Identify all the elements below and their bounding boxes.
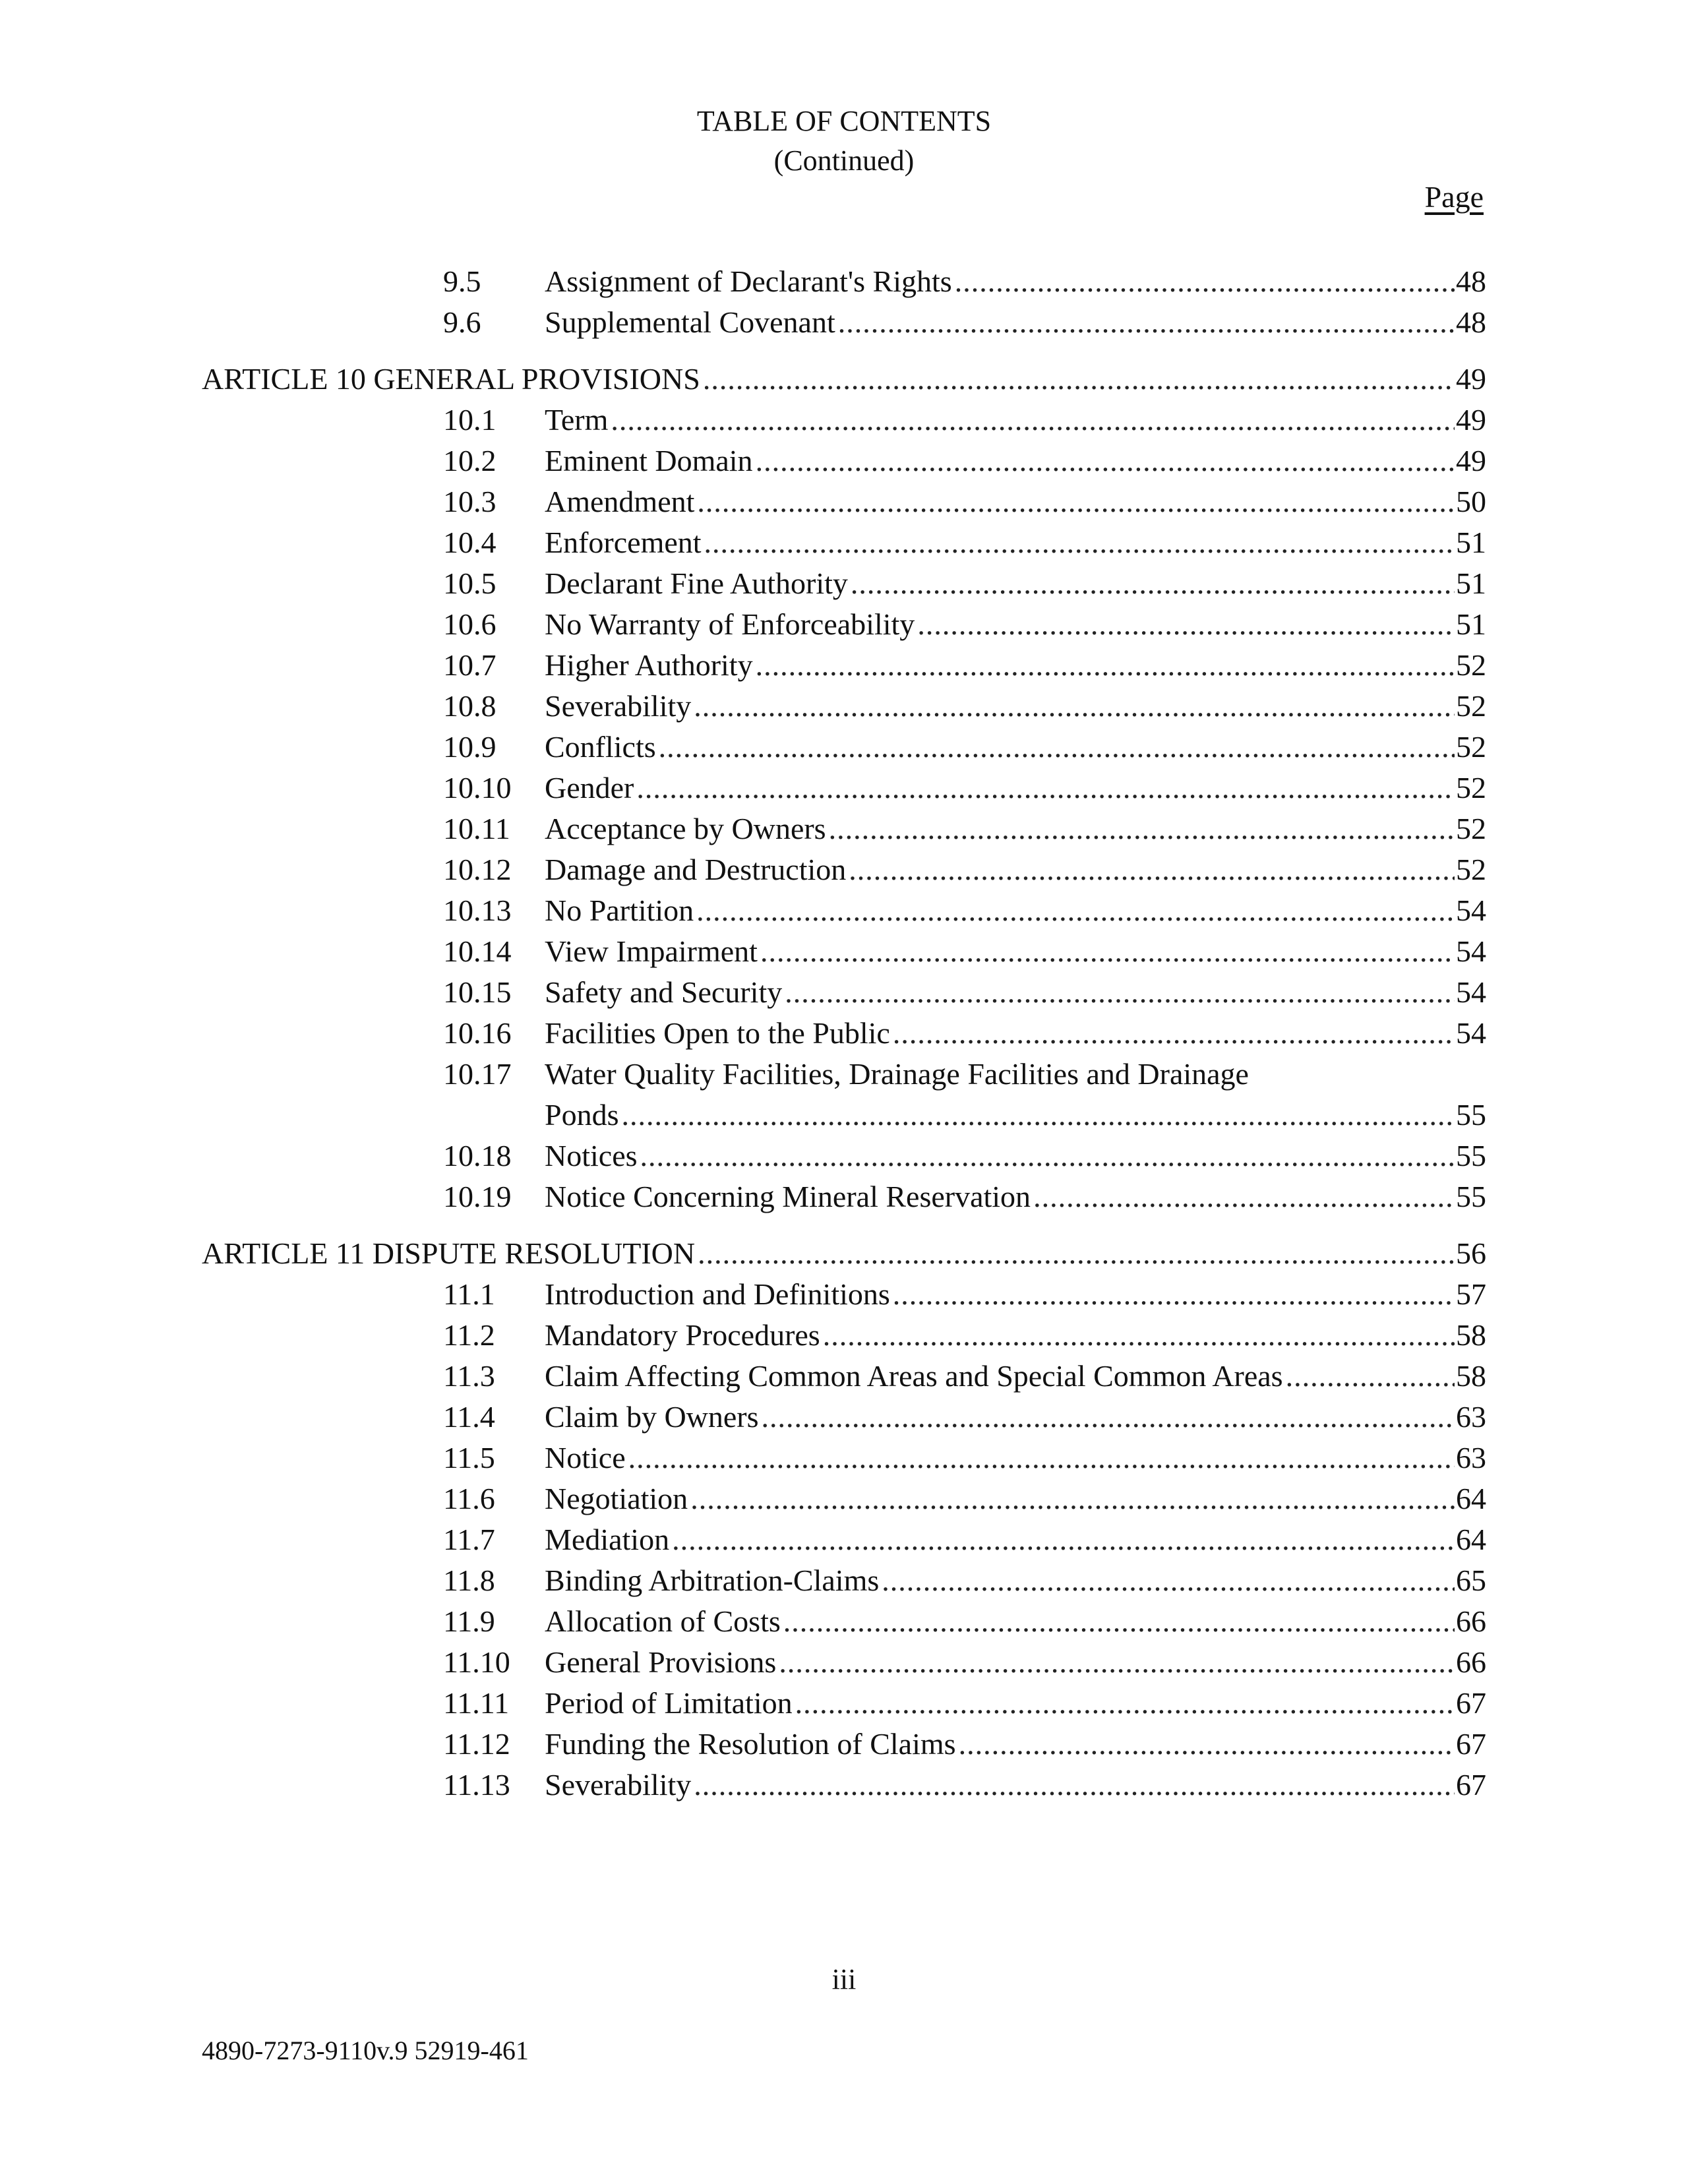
toc-article-title: ARTICLE 10 GENERAL PROVISIONS <box>202 362 700 396</box>
dot-leader <box>694 686 1455 727</box>
toc-entry-title: Safety and Security <box>545 975 783 1009</box>
toc-entry-number: 11.13 <box>443 1768 510 1802</box>
toc-entry-page: 48 <box>1456 305 1486 339</box>
toc-title: TABLE OF CONTENTS <box>696 105 992 137</box>
toc-entry-page: 54 <box>1456 975 1486 1009</box>
toc-entry-number: 10.19 <box>443 1180 512 1213</box>
toc-entry-title: Introduction and Definitions <box>545 1277 890 1311</box>
toc-entry-number: 11.6 <box>443 1482 495 1515</box>
toc-entry-continuation[interactable] <box>545 1095 1486 1136</box>
toc-entry-number: 9.6 <box>443 305 481 339</box>
toc-entry-number: 10.10 <box>443 771 512 804</box>
dot-leader <box>697 481 1455 522</box>
toc-entry[interactable] <box>443 890 1486 931</box>
dot-leader <box>703 359 1455 400</box>
dot-leader <box>851 563 1455 604</box>
toc-entry-number: 10.4 <box>443 526 497 559</box>
toc-entry[interactable] <box>443 1054 1486 1095</box>
toc-entry-page: 52 <box>1456 771 1486 804</box>
toc-entry-page: 51 <box>1456 526 1486 559</box>
toc-entry-page: 55 <box>1456 1098 1486 1132</box>
toc-entry-title: Funding the Resolution of Claims <box>545 1727 956 1761</box>
toc-entry[interactable] <box>443 1601 1486 1642</box>
toc-entry-title: Negotiation <box>545 1482 688 1515</box>
toc-entry-title: Higher Authority <box>545 648 753 682</box>
toc-entry-page: 66 <box>1456 1604 1486 1638</box>
toc-entry-title: Supplemental Covenant <box>545 305 835 339</box>
toc-entry-number: 10.8 <box>443 689 497 723</box>
toc-entry[interactable] <box>443 604 1486 645</box>
toc-entry-number: 10.3 <box>443 485 497 518</box>
toc-entry[interactable] <box>443 1176 1486 1217</box>
toc-entry-number: 10.7 <box>443 648 497 682</box>
toc-entry[interactable] <box>443 1274 1486 1315</box>
toc-entry-number: 11.9 <box>443 1604 495 1638</box>
toc-entry-title: Severability <box>545 1768 692 1802</box>
toc-entry-title: Assignment of Declarant's Rights <box>545 264 952 298</box>
toc-entry[interactable] <box>443 481 1486 522</box>
toc-entry-title: General Provisions <box>545 1645 777 1679</box>
dot-leader <box>659 727 1455 768</box>
toc-entry-page: 54 <box>1456 1016 1486 1050</box>
dot-leader <box>829 808 1455 849</box>
toc-entry-page: 49 <box>1456 403 1486 437</box>
toc-entry-page: 67 <box>1456 1686 1486 1720</box>
toc-entry-title: Mediation <box>545 1523 670 1556</box>
toc-entry-page: 51 <box>1456 566 1486 600</box>
dot-leader <box>1033 1176 1455 1217</box>
toc-entry[interactable] <box>443 645 1486 686</box>
toc-entry-title: Notices <box>545 1139 638 1172</box>
toc-entry-number: 10.15 <box>443 975 512 1009</box>
dot-leader <box>611 400 1455 440</box>
toc-entry[interactable] <box>443 808 1486 849</box>
toc-entry[interactable] <box>443 440 1486 481</box>
toc-entry-title: Mandatory Procedures <box>545 1318 820 1352</box>
toc-entry-page: 63 <box>1456 1400 1486 1434</box>
toc-entry-number: 11.1 <box>443 1277 495 1311</box>
toc-entry-title: Allocation of Costs <box>545 1604 781 1638</box>
toc-entry[interactable] <box>443 972 1486 1013</box>
toc-entry-page: 54 <box>1456 894 1486 927</box>
toc-entry-page: 64 <box>1456 1482 1486 1515</box>
toc-entry[interactable] <box>443 1356 1486 1397</box>
toc-entry-number: 9.5 <box>443 264 481 298</box>
dot-leader <box>882 1560 1455 1601</box>
toc-subtitle: (Continued) <box>773 144 915 177</box>
toc-entry[interactable] <box>443 522 1486 563</box>
toc-entry-number: 10.6 <box>443 607 497 641</box>
toc-entry-page: 52 <box>1456 648 1486 682</box>
toc-entry-number: 10.2 <box>443 444 497 477</box>
toc-entry-page: 67 <box>1456 1727 1486 1761</box>
toc-entry-page: 50 <box>1456 485 1486 518</box>
toc-entry-page: 49 <box>1456 444 1486 477</box>
toc-entry[interactable] <box>443 768 1486 808</box>
toc-entry-title: View Impairment <box>545 934 758 968</box>
toc-entry[interactable] <box>443 1724 1486 1765</box>
dot-leader <box>783 1601 1455 1642</box>
toc-entry-page: 54 <box>1456 934 1486 968</box>
toc-entry-number: 11.12 <box>443 1727 510 1761</box>
toc-entry-title: Water Quality Facilities, Drainage Facilities and Drainage <box>545 1057 1249 1091</box>
toc-entry-page: 52 <box>1456 812 1486 845</box>
toc-entry-page: 52 <box>1456 689 1486 723</box>
toc-entry-title: Notice Concerning Mineral Reservation <box>545 1180 1031 1213</box>
toc-entry[interactable] <box>443 1683 1486 1724</box>
document-id: 4890-7273-9110v.9 52919-461 <box>202 2036 529 2065</box>
dot-leader <box>640 1136 1455 1176</box>
dot-leader <box>893 1013 1455 1054</box>
dot-leader <box>621 1095 1455 1136</box>
toc-entry[interactable] <box>443 400 1486 440</box>
toc-entry-title: Damage and Destruction <box>545 853 847 886</box>
toc-entry-page: 58 <box>1456 1359 1486 1393</box>
toc-entry[interactable] <box>443 563 1486 604</box>
dot-leader <box>795 1683 1455 1724</box>
toc-entry-page: 63 <box>1456 1441 1486 1474</box>
toc-entry[interactable] <box>443 727 1486 768</box>
toc-entry-number: 11.11 <box>443 1686 510 1720</box>
toc-article-title: ARTICLE 11 DISPUTE RESOLUTION <box>202 1236 696 1270</box>
toc-entry-title: Facilities Open to the Public <box>545 1016 890 1050</box>
toc-entry[interactable] <box>443 1315 1486 1356</box>
dot-leader <box>1286 1356 1455 1397</box>
toc-entry-number: 10.16 <box>443 1016 512 1050</box>
toc-entry-page: 58 <box>1456 1318 1486 1352</box>
toc-entry-number: 10.11 <box>443 812 510 845</box>
footer-page-number: iii <box>831 1963 857 1995</box>
toc-entry-title-continuation: Ponds <box>545 1098 619 1132</box>
toc-entry-title: Declarant Fine Authority <box>545 566 848 600</box>
dot-leader <box>672 1519 1455 1560</box>
toc-entry-title: No Partition <box>545 894 694 927</box>
toc-entry-title: No Warranty of Enforceability <box>545 607 915 641</box>
page-column-label: Page <box>1424 180 1484 214</box>
dot-leader <box>959 1724 1455 1765</box>
toc-entry-page: 57 <box>1456 1277 1486 1311</box>
toc-entry-title: Acceptance by Owners <box>545 812 826 845</box>
toc-entry[interactable] <box>443 1438 1486 1478</box>
dot-leader <box>849 849 1455 890</box>
toc-entry-title: Eminent Domain <box>545 444 753 477</box>
toc-entry[interactable] <box>443 849 1486 890</box>
dot-leader <box>823 1315 1455 1356</box>
toc-entry-title: Enforcement <box>545 526 702 559</box>
dot-leader <box>893 1274 1455 1315</box>
dot-leader <box>756 440 1455 481</box>
toc-entry-number: 11.5 <box>443 1441 495 1474</box>
toc-entry-number: 10.18 <box>443 1139 512 1172</box>
toc-entry-title: Conflicts <box>545 730 656 764</box>
dot-leader <box>760 931 1455 972</box>
toc-entry-page: 51 <box>1456 607 1486 641</box>
toc-entry-number: 10.14 <box>443 934 512 968</box>
toc-entry[interactable] <box>443 1642 1486 1683</box>
toc-entry-page: 64 <box>1456 1523 1486 1556</box>
toc-entry-number: 11.7 <box>443 1523 495 1556</box>
toc-entry[interactable] <box>443 931 1486 972</box>
dot-leader <box>628 1438 1455 1478</box>
dot-leader <box>762 1397 1455 1438</box>
dot-leader <box>955 261 1455 302</box>
dot-leader <box>694 1765 1455 1805</box>
toc-entry-title: Claim Affecting Common Areas and Special Common Areas <box>545 1359 1283 1393</box>
toc-entry[interactable] <box>443 261 1486 302</box>
toc-entry-page: 56 <box>1456 1236 1486 1270</box>
toc-entry[interactable] <box>443 1397 1486 1438</box>
dot-leader <box>690 1478 1455 1519</box>
toc-entry-number: 11.8 <box>443 1563 495 1597</box>
toc-entry-number: 10.9 <box>443 730 497 764</box>
toc-entry-number: 11.3 <box>443 1359 495 1393</box>
toc-entry-number: 11.4 <box>443 1400 495 1434</box>
toc-entry[interactable] <box>443 1560 1486 1601</box>
dot-leader <box>698 1233 1455 1274</box>
toc-entry-number: 10.17 <box>443 1057 512 1091</box>
toc-entry-page: 52 <box>1456 730 1486 764</box>
toc-entry-page: 55 <box>1456 1180 1486 1213</box>
toc-entry[interactable] <box>443 1013 1486 1054</box>
toc-entry[interactable] <box>443 302 1486 343</box>
toc-entry-title: Gender <box>545 771 634 804</box>
toc-entry-number: 11.10 <box>443 1645 510 1679</box>
toc-entry-title: Amendment <box>545 485 695 518</box>
toc-entry-number: 10.1 <box>443 403 497 437</box>
toc-article-entry[interactable] <box>202 1233 1486 1274</box>
toc-entry-number: 10.13 <box>443 894 512 927</box>
toc-entry-page: 49 <box>1456 362 1486 396</box>
toc-entry[interactable] <box>443 1765 1486 1805</box>
toc-entry[interactable] <box>443 686 1486 727</box>
dot-leader <box>838 302 1455 343</box>
toc-entry[interactable] <box>443 1478 1486 1519</box>
dot-leader <box>756 645 1455 686</box>
toc-entry-page: 66 <box>1456 1645 1486 1679</box>
toc-entry[interactable] <box>443 1136 1486 1176</box>
dot-leader <box>704 522 1455 563</box>
toc-entry-title: Binding Arbitration-Claims <box>545 1563 880 1597</box>
toc-entry-page: 52 <box>1456 853 1486 886</box>
toc-entry-title: Severability <box>545 689 692 723</box>
toc-article-entry[interactable] <box>202 359 1486 400</box>
toc-entry-page: 55 <box>1456 1139 1486 1172</box>
toc-entry-page: 65 <box>1456 1563 1486 1597</box>
dot-leader <box>696 890 1455 931</box>
toc-entry-title: Claim by Owners <box>545 1400 759 1434</box>
toc-entry-page: 67 <box>1456 1768 1486 1802</box>
toc-entry[interactable] <box>443 1519 1486 1560</box>
dot-leader <box>785 972 1455 1013</box>
dot-leader <box>917 604 1455 645</box>
dot-leader <box>636 768 1455 808</box>
toc-entry-title: Term <box>545 403 609 437</box>
toc-entry-title: Period of Limitation <box>545 1686 793 1720</box>
toc-entry-number: 10.12 <box>443 853 512 886</box>
toc-entry-number: 10.5 <box>443 566 497 600</box>
dot-leader <box>779 1642 1455 1683</box>
toc-entry-page: 48 <box>1456 264 1486 298</box>
toc-entry-title: Notice <box>545 1441 626 1474</box>
toc-entry-number: 11.2 <box>443 1318 495 1352</box>
